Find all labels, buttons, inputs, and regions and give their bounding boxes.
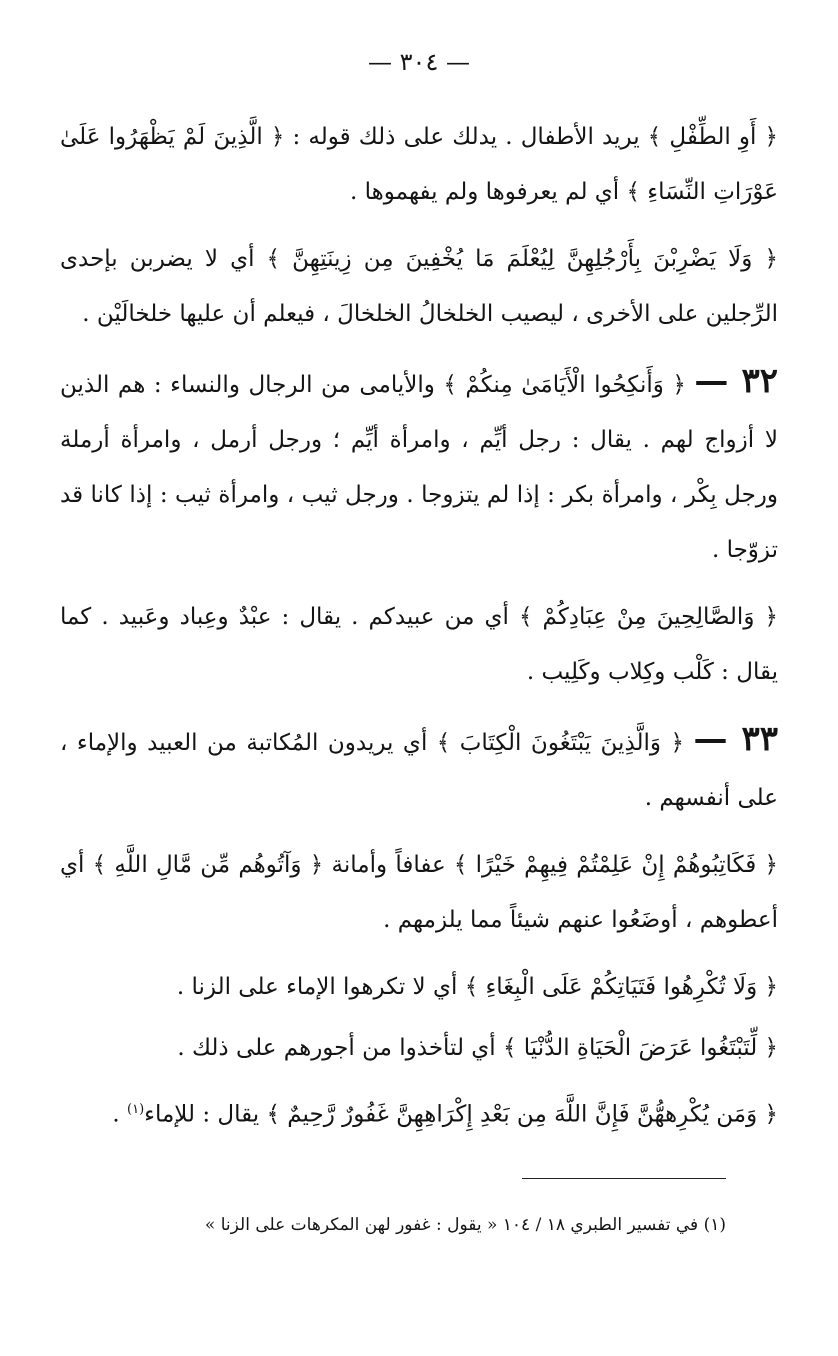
paragraph-text: ﴿ وَلَا يَضْرِبْنَ بِأَرْجُلِهِنَّ لِيُعْلَمَ مَا يُخْفِينَ مِن زِينَتِهِنَّ ﴾ أي لا يضربن بإحدى الرِّجلين على الأخرى ، ليصيب الخلخالُ الخلخالَ ، فيعلم أن عليها خلخالَيْن . [60, 246, 778, 327]
paragraph-text: ﴿ وَمَن يُكْرِههُّنَّ فَإِنَّ اللَّهَ مِن بَعْدِ إِكْرَاهِهِنَّ غَفُورٌ رَّحِيمٌ ﴾ يقال : للإماء [144, 1101, 778, 1128]
paragraph-7 [60, 960, 778, 1015]
paragraph-tail: . [112, 1101, 127, 1128]
footnote: (١) في تفسير الطبري ١٨ / ١٠٤ « يقول : غفور لهن المكرهات على الزنا » [204, 1215, 726, 1235]
page-body [60, 110, 778, 1155]
paragraph-text: ﴿ وَالصَّالِحِينَ مِنْ عِبَادِكُمْ ﴾ أي من عبيدكم . يقال : عبْدٌ وعِباد وعَبيد . كما يقال : كَلْب وكِلاب وكَلِيب . [60, 604, 778, 685]
paragraph-text: ﴿ أَوِ الطِّفْلِ ﴾ يريد الأطفال . يدلك على ذلك قوله : ﴿ الَّذِينَ لَمْ يَظْهَرُوا عَلَىٰ عَوْرَاتِ النِّسَاءِ ﴾ أي لم يعرفوها ولم يفهموها . [60, 124, 778, 205]
paragraph-8 [60, 1021, 778, 1076]
page-number: — ٣٠٤ — [368, 48, 470, 76]
paragraph-4 [60, 590, 778, 700]
paragraph-3 [60, 354, 778, 578]
paragraph-text: ﴿ لِّتَبْتَغُوا عَرَضَ الْحَيَاةِ الدُّنْيَا ﴾ أي لتأخذوا من أجورهم على ذلك . [177, 1035, 778, 1061]
verse-number: ٣٣ — [693, 719, 779, 759]
paragraph-text: ﴿ وَلَا تُكْرِهُوا فَتَيَاتِكُمْ عَلَى الْبِغَاءِ ﴾ أي لا تكرهوا الإماء على الزنا . [176, 974, 778, 1000]
paragraph-2 [60, 232, 778, 342]
footnote-reference[interactable]: (١) [127, 1102, 145, 1117]
paragraph-text: ﴿ وَالَّذِينَ يَبْتَغُونَ الْكِتَابَ ﴾ أي يريدون المُكاتبة من العبيد والإماء ، على أنفسهم . [60, 730, 778, 811]
paragraph-1 [60, 110, 778, 220]
footnote-divider [522, 1178, 726, 1179]
verse-number: ٣٢ — [694, 361, 778, 401]
paragraph-6 [60, 838, 778, 948]
paragraph-5 [60, 712, 778, 826]
paragraph-9 [60, 1082, 778, 1143]
paragraph-text: ﴿ وَأَنكِحُوا الْأَيَامَىٰ مِنكُمْ ﴾ والأيامى من الرجال والنساء : هم الذين لا أزواج لهم . يقال : رجل أيِّم ، وامرأة أيِّم ؛ ورجل أرمل ، وامرأة أرملة ورجل بِكْر ، وامرأة بكر : إذا لم يتزوجا . ورجل ثيب ، وامرأة ثيب : إذا كانا قد تزوّجا . [60, 372, 778, 563]
paragraph-text: ﴿ فَكَاتِبُوهُمْ إِنْ عَلِمْتُمْ فِيهِمْ خَيْرًا ﴾ عفافاً وأمانة ﴿ وَآتُوهُم مِّن مَّالِ اللَّهِ ﴾ أي أعطوهم ، أوضَعُوا عنهم شيئاً مما يلزمهم . [60, 852, 778, 933]
